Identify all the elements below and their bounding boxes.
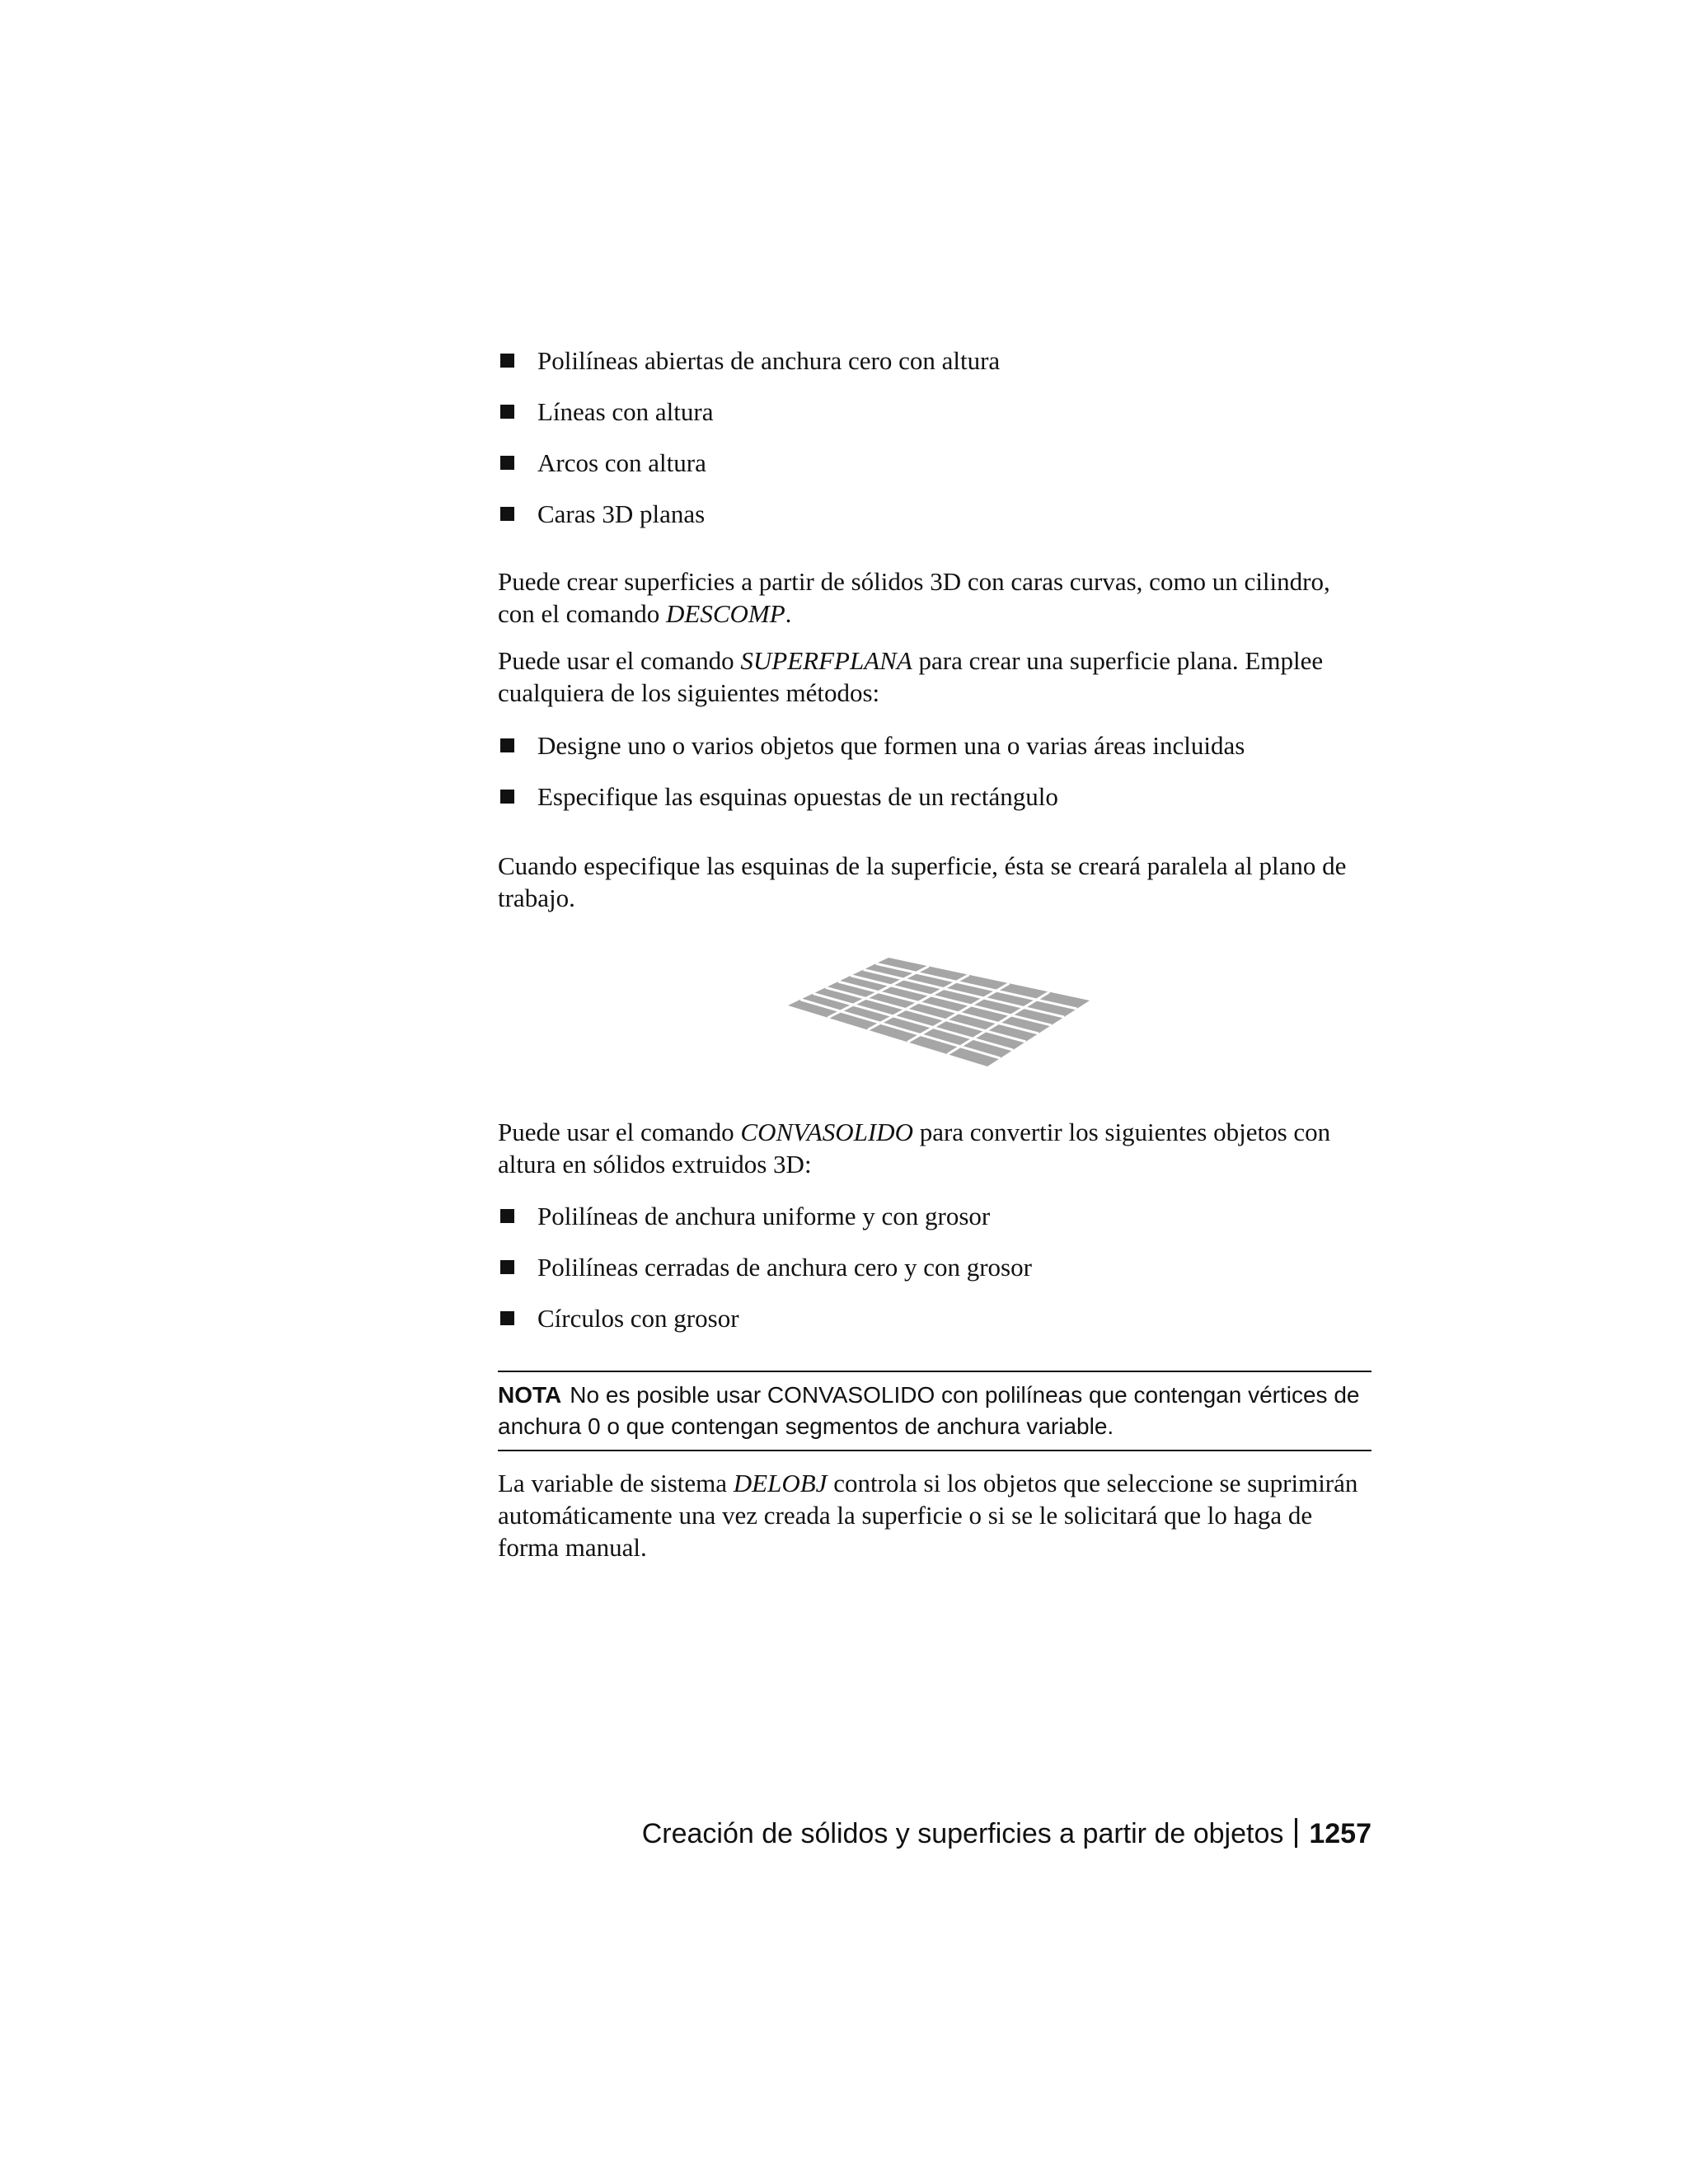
square-bullet-icon	[500, 738, 514, 752]
note-box	[498, 1371, 1372, 1451]
footer-title: Creación de sólidos y superficies a partir de objetos	[641, 1818, 1284, 1849]
bullet-list-methods	[498, 729, 1372, 813]
list-item-text: Líneas con altura	[537, 397, 714, 426]
paragraph-text: Puede usar el comando	[498, 1118, 741, 1146]
paragraph-delobj	[498, 1467, 1372, 1563]
list-item	[498, 780, 1372, 813]
list-item	[498, 344, 1372, 377]
command-name: DESCOMP	[666, 599, 785, 628]
list-item-text: Arcos con altura	[537, 448, 706, 477]
list-item	[498, 1251, 1372, 1283]
bullet-list-source-objects	[498, 344, 1372, 530]
paragraph-text: Puede crear superficies a partir de sólidos 3D con caras curvas, como un cilindro, con el comando	[498, 567, 1330, 628]
list-item	[498, 498, 1372, 530]
page-footer	[642, 1816, 1372, 1852]
list-item-text: Especifique las esquinas opuestas de un rectángulo	[537, 782, 1058, 811]
paragraph-descomp	[498, 565, 1372, 630]
paragraph-text: para crear una superficie plana. Emplee cualquiera de los siguientes métodos:	[498, 646, 1324, 707]
note-text: No es posible usar CONVASOLIDO con polilíneas que contengan vértices de anchura 0 o que contengan segmentos de anchura variable.	[498, 1382, 1360, 1439]
square-bullet-icon	[500, 1311, 514, 1325]
note-label: NOTA	[498, 1382, 562, 1408]
square-bullet-icon	[500, 354, 514, 368]
command-name: SUPERFPLANA	[740, 646, 912, 675]
square-bullet-icon	[500, 790, 514, 804]
paragraph-text: .	[785, 599, 792, 628]
paragraph-superfplana	[498, 644, 1372, 709]
square-bullet-icon	[500, 1209, 514, 1223]
list-item-text: Designe uno o varios objetos que formen una o varias áreas incluidas	[537, 731, 1245, 760]
square-bullet-icon	[500, 405, 514, 419]
paragraph-text: para convertir los siguientes objetos con altura en sólidos extruidos 3D:	[498, 1118, 1331, 1179]
list-item	[498, 396, 1372, 428]
list-item	[498, 1302, 1372, 1334]
footer-separator	[1295, 1818, 1297, 1848]
list-item	[498, 1200, 1372, 1232]
page-number: 1257	[1309, 1818, 1372, 1849]
command-name: DELOBJ	[733, 1469, 828, 1497]
list-item-text: Polilíneas de anchura uniforme y con grosor	[537, 1202, 991, 1230]
list-item-text: Polilíneas cerradas de anchura cero y con grosor	[537, 1253, 1032, 1282]
square-bullet-icon	[500, 456, 514, 470]
command-name: CONVASOLIDO	[740, 1118, 913, 1146]
list-item	[498, 729, 1372, 762]
paragraph-text: La variable de sistema	[498, 1469, 734, 1497]
paragraph-corners: Cuando especifique las esquinas de la superficie, ésta se creará paralela al plano de trabajo.	[498, 851, 1347, 912]
planar-surface-illustration	[783, 948, 1096, 1080]
paragraph-convasolido	[498, 1116, 1372, 1180]
list-item-text: Caras 3D planas	[537, 499, 706, 528]
list-item	[498, 447, 1372, 479]
bullet-list-convertible-objects	[498, 1200, 1372, 1334]
list-item-text: Polilíneas abiertas de anchura cero con altura	[537, 346, 1001, 375]
square-bullet-icon	[500, 507, 514, 521]
square-bullet-icon	[500, 1260, 514, 1274]
paragraph-text: controla si los objetos que seleccione se suprimirán automáticamente una vez creada la superficie o si se le solicitará que lo haga de forma manual.	[498, 1469, 1358, 1562]
paragraph-text: Puede usar el comando	[498, 646, 741, 675]
list-item-text: Círculos con grosor	[537, 1304, 739, 1333]
